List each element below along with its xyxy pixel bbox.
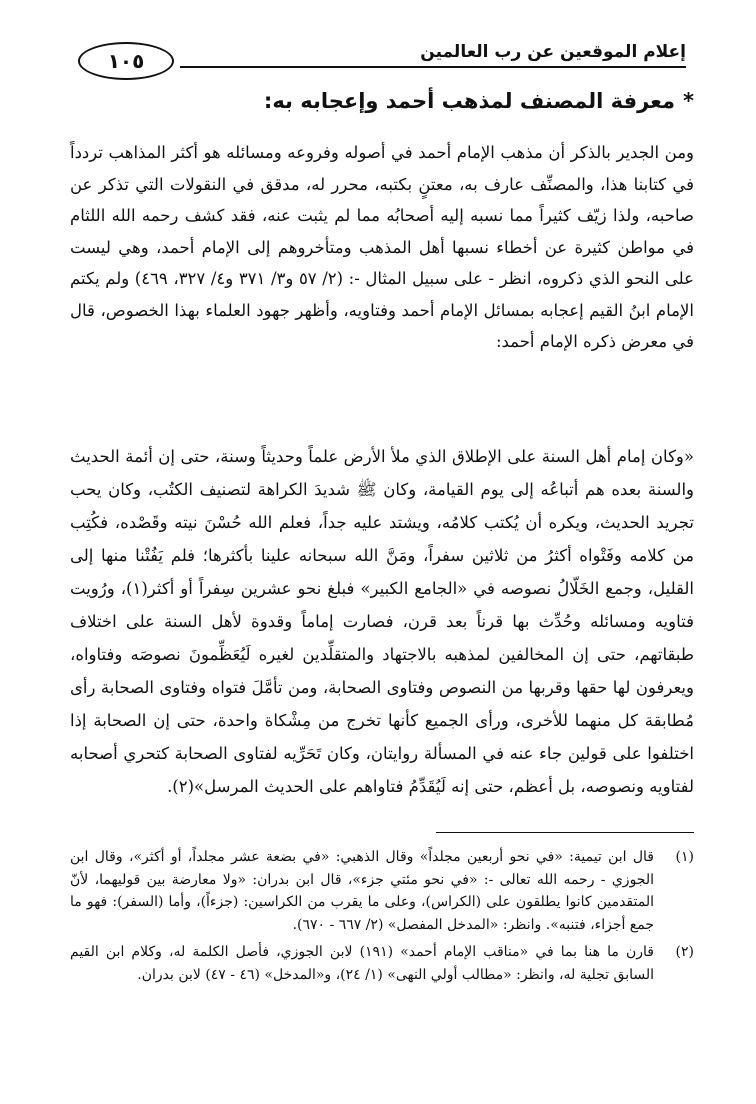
star-icon: * [683, 89, 694, 113]
header-rule [180, 66, 686, 68]
footnote-number: (٢) [675, 944, 694, 960]
page-number: ١٠٥ [78, 42, 174, 80]
footnote-1 [70, 846, 694, 936]
footnote-text: قارن ما هنا بما في «مناقب الإمام أحمد» (١٩١) لابن الجوزي، فأصل الكلمة له، وكلام ابن القيم السابق تجلية له، وانظر: «مطالب أولي النهى» (١/ ٢٤)، و«المدخل» (٤٦ - ٤٧) لابن بدران. [70, 944, 654, 983]
footnotes [70, 846, 694, 991]
footnote-2 [70, 941, 694, 986]
quoted-paragraph: «وكان إمام أهل السنة على الإطلاق الذي ملأ الأرض علماً وحديثاً وسنة، حتى إن أئمة الحديث والسنة بعده هم أتباعُه إلى يوم القيامة، وكان ﷺ شديدَ الكراهة لتصنيف الكتُب، وكان يحب تجريد الحديث، ويكره أن يُكتب كلامُه، ويشتد عليه جداً، فعلم الله حُسْنَ نيته وقَصْده، فكُتِب من كلامه وفَتْواه أكثرُ من ثلاثين سفراً، ومَنَّ الله سبحانه علينا بأكثرها؛ فلم يَفُتْنا منها إلى القليل، وجمع الخَلّالُ نصوصه في «الجامع الكبير» فبلغ نحو عشرين سِفراً أو أكثر(١)، ورُويت فتاويه ومسائله وحُدِّث بها قرناً بعد قرن، فصارت إماماً وقدوة لأهل السنة على اختلاف طبقاتهم، حتى إن المخالفين لمذهبه بالاجتهاد والمتقلِّدين لغيره لَيُعَظِّمونَ نصوصَه وفتاواه، ويعرفون لها حقها وقربها من النصوص وفتاوى الصحابة، ومن تأمَّلَ فتواه وفتاوى الصحابة رأى مُطابقة كل منهما للأخرى، ورأى الجميع كأنها تخرج من مِشْكاة واحدة، حتى إن الصحابة إذا اختلفوا على قولين جاء عنه في المسألة روايتان، وكان تَحَرِّيه لفتاوى الصحابة كتحري أصحابه لفتاويه ونصوصه، بل أعظم، حتى إنه لَيُقَدِّمُ فتاواهم على الحديث المرسل»(٢). [70, 447, 694, 796]
section-heading-text: معرفة المصنف لمذهب أحمد وإعجابه به: [263, 89, 676, 113]
footnote-number: (١) [675, 849, 694, 865]
book-title: إعلام الموقعين عن رب العالمين [420, 42, 686, 62]
section-heading [70, 84, 694, 118]
footnote-text: قال ابن تيمية: «في نحو أربعين مجلداً» وقال الذهبي: «في بضعة عشر مجلداً، أو أكثر»، وقال ابن الجوزي - رحمه الله تعالى -: «في نحو مئتي جزء»، قال ابن بدران: «ولا معارضة بين قوليهما، لأنّ المتقدمين كانوا يطلقون على (الكراس)، وعلى ما يقرب من الكراسين: (جزءاً)، وأما (السفر): فهو ما جمع أجزاء، فتنبه». وانظر: «المدخل المفصل» (٢/ ٦٦٧ - ٦٧٠). [70, 849, 654, 933]
running-header [70, 30, 686, 78]
body-paragraph: ومن الجدير بالذكر أن مذهب الإمام أحمد في أصوله وفروعه ومسائله هو أكثر المذاهب تردداً في كتابنا هذا، والمصنِّف عارف به، معتنٍ بكتبه، محرر له، مدقق في النقولات التي تذكر عن صاحبه، ولذا زيّف كثيراً مما نسبه إليه أصحابُه مما لم يثبت عنه، فقد كشف رحمه الله اللثام في مواطن كثيرة عن أخطاء نسبها أهل المذهب ومتأخروهم إلى الإمام أحمد، وهي ليست على النحو الذي ذكروه، انظر - على سبيل المثال -: (٢/ ٥٧ و٣/ ٣٧١ و٤/ ٣٢٧، ٤٦٩) ولم يكتم الإمام ابنُ القيم إعجابه بمسائل الإمام أحمد وفتاويه، وأظهر جهود العلماء بهذا الخصوص، قال في معرض ذكره الإمام أحمد: [70, 143, 694, 351]
footnote-separator [436, 832, 694, 833]
